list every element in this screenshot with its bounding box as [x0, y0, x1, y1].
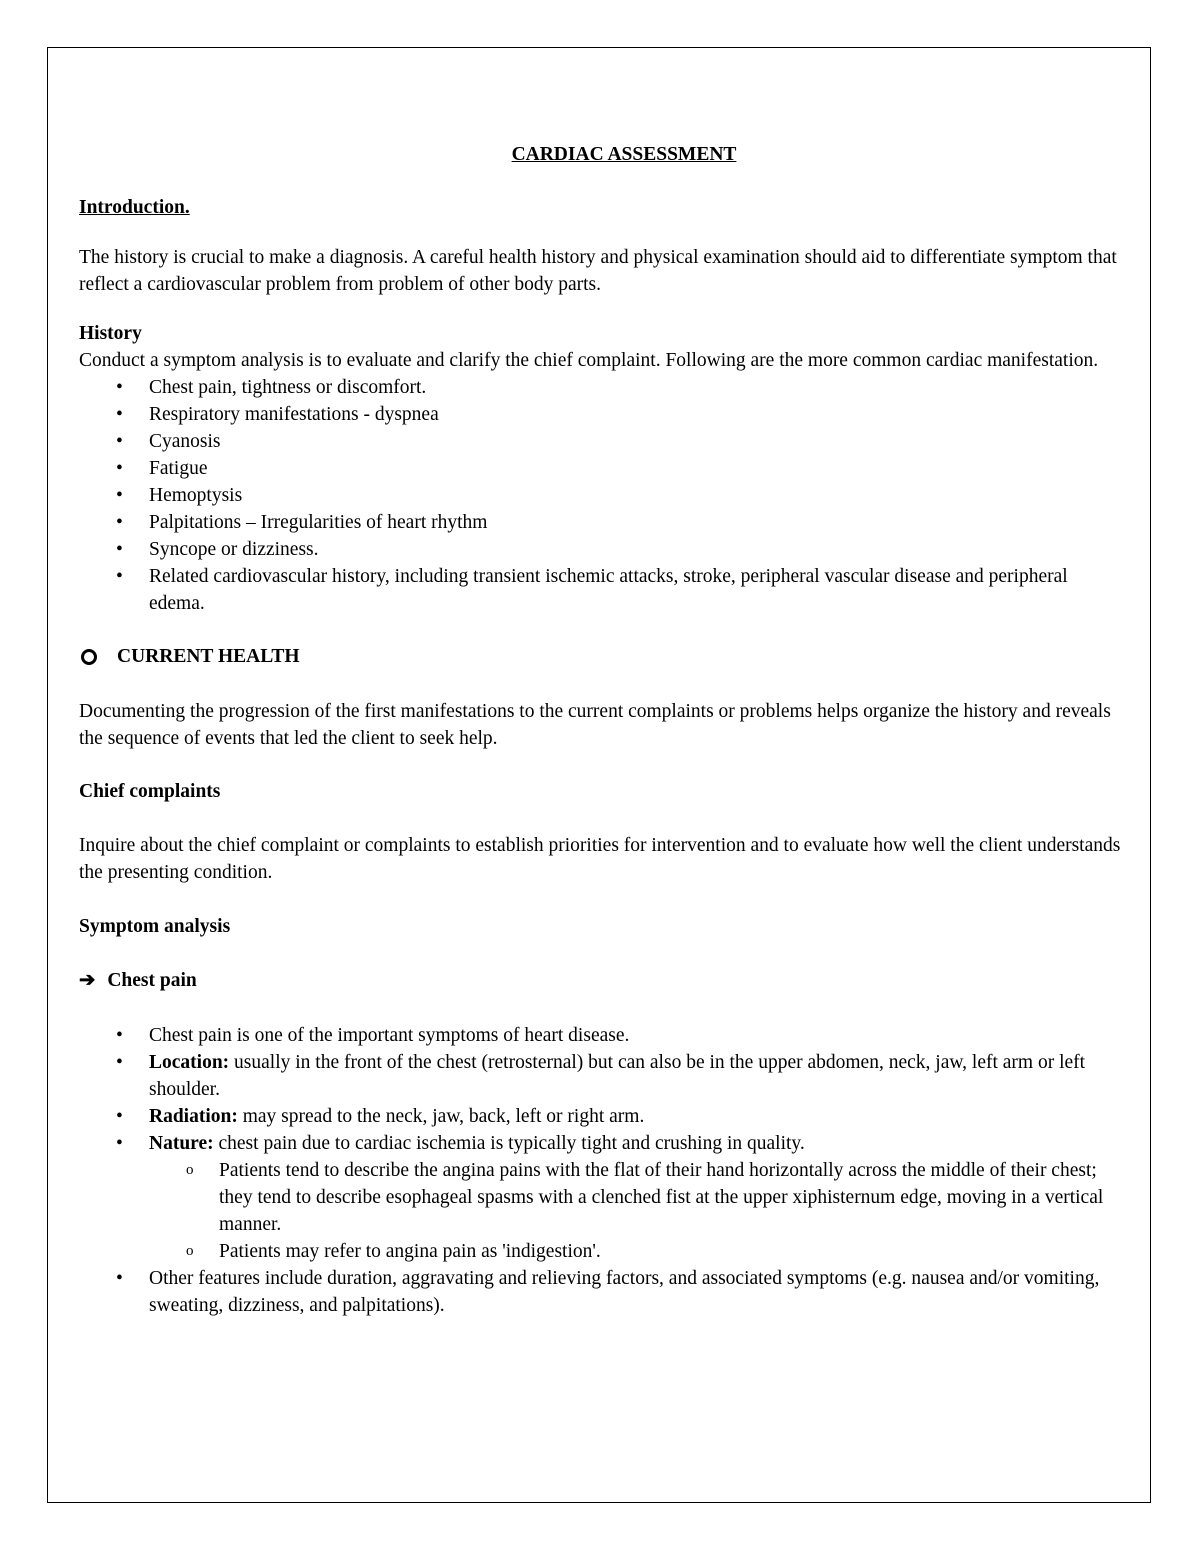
location-text: usually in the front of the chest (retrosternal) but can also be in the upper abdomen, neck, jaw, left arm or left shoulder. — [149, 1052, 1086, 1100]
list-item-other-features: • Other features include duration, aggravating and relieving factors, and associated symptoms (e.g. nausea and/or vomiting, sweating, dizziness, and palpitations). — [149, 1265, 1124, 1319]
list-item-radiation — [149, 1103, 1124, 1130]
ring-icon — [81, 649, 97, 665]
list-item: • Fatigue — [149, 455, 1124, 482]
list-item: • Chest pain is one of the important symptoms of heart disease. — [149, 1022, 1124, 1049]
chief-complaints-heading: Chief complaints — [79, 781, 221, 802]
radiation-text: may spread to the neck, jaw, back, left or right arm. — [237, 1106, 645, 1127]
list-item: • Cyanosis — [149, 428, 1124, 455]
list-item: • Related cardiovascular history, including transient ischemic attacks, stroke, peripheral vascular disease and peripheral edema. — [149, 563, 1124, 617]
chest-pain-heading — [79, 967, 1124, 994]
nature-label: Nature: — [149, 1133, 214, 1154]
symptom-analysis-heading: Symptom analysis — [79, 916, 231, 937]
history-symptom-list — [79, 374, 1124, 617]
list-item: • Syncope or dizziness. — [149, 536, 1124, 563]
list-item-location — [149, 1049, 1124, 1103]
chest-pain-heading-text: Chest pain — [107, 970, 197, 991]
document-body — [79, 141, 1124, 1319]
nature-sub-list — [149, 1157, 1124, 1265]
current-health-paragraph: Documenting the progression of the first manifestations to the current complaints or problems helps organize the history and reveals the sequence of events that led the client to seek help. — [79, 701, 1111, 749]
history-heading: History — [79, 323, 142, 344]
current-health-heading-text: CURRENT HEALTH — [117, 646, 300, 667]
chief-complaints-paragraph: Inquire about the chief complaint or complaints to establish priorities for intervention and to evaluate how well the client understands the presenting condition. — [79, 835, 1121, 883]
current-health-heading — [79, 643, 1124, 670]
chest-pain-list — [79, 1022, 1124, 1319]
document-title: CARDIAC ASSESSMENT — [511, 144, 737, 165]
nature-text: chest pain due to cardiac ischemia is typically tight and crushing in quality. — [213, 1133, 805, 1154]
arrow-right-icon: ➔ — [79, 970, 96, 991]
sub-list-item: o Patients may refer to angina pain as 'indigestion'. — [219, 1238, 1124, 1265]
location-label: Location: — [149, 1052, 230, 1073]
introduction-paragraph: The history is crucial to make a diagnosis. A careful health history and physical examination should aid to differentiate symptom that reflect a cardiovascular problem from problem of other body parts. — [79, 247, 1117, 295]
history-paragraph: Conduct a symptom analysis is to evaluate and clarify the chief complaint. Following are the more common cardiac manifestation. — [79, 350, 1099, 371]
list-item: • Palpitations – Irregularities of heart rhythm — [149, 509, 1124, 536]
sub-list-item: o Patients tend to describe the angina pains with the flat of their hand horizontally across the middle of their chest; they tend to describe esophageal spasms with a clenched fist at the upper xiphisternum edge, moving in a vertical manner. — [219, 1157, 1124, 1238]
list-item: • Chest pain, tightness or discomfort. — [149, 374, 1124, 401]
list-item: • Respiratory manifestations - dyspnea — [149, 401, 1124, 428]
radiation-label: Radiation: — [149, 1106, 238, 1127]
list-item-nature — [149, 1130, 1124, 1265]
introduction-heading: Introduction. — [79, 197, 190, 218]
list-item: • Hemoptysis — [149, 482, 1124, 509]
